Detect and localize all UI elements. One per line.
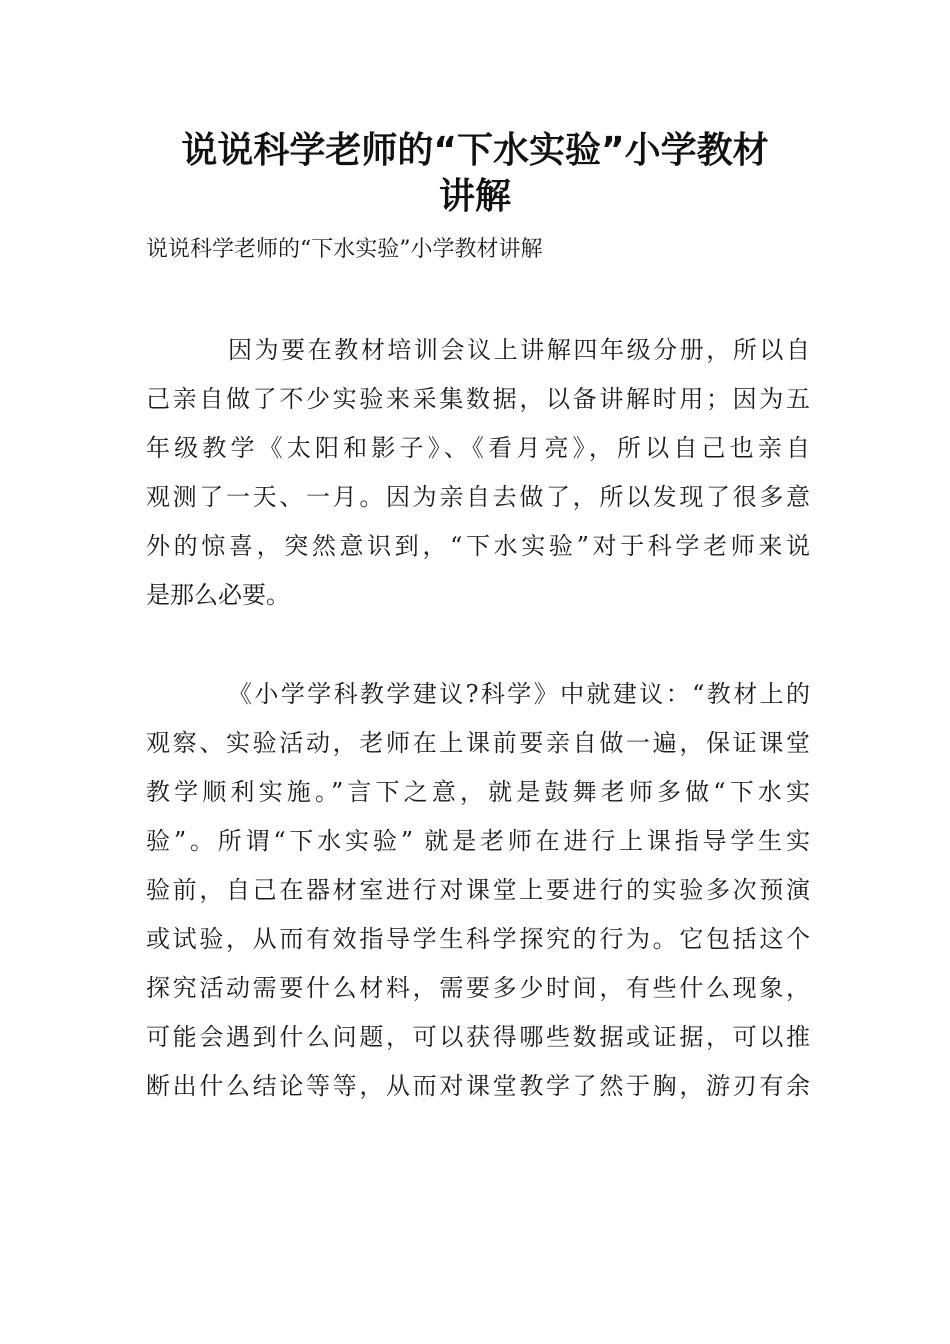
paragraph-line: 己亲自做了不少实验来采集数据，以备讲解时用；因为五 <box>146 385 810 413</box>
paragraph-1 <box>146 326 810 620</box>
document-title <box>120 128 830 220</box>
paragraph-line: 可能会遇到什么问题，可以获得哪些数据或证据，可以推 <box>146 1023 810 1051</box>
paragraph-line: 因为要在教材培训会议上讲解四年级分册，所以自 <box>228 336 810 364</box>
paragraph-line: 断出什么结论等等，从而对课堂教学了然于胸，游刃有余 <box>146 1072 810 1100</box>
paragraph-line: 是那么必要。 <box>146 581 290 609</box>
paragraph-line: 验前，自己在器材室进行对课堂上要进行的实验多次预演 <box>146 876 810 904</box>
paragraph-line: 观察、实验活动，老师在上课前要亲自做一遍，保证课堂 <box>146 729 810 757</box>
document-subtitle: 说说科学老师的“下水实验”小学教材讲解 <box>146 237 543 262</box>
paragraph-line: 观测了一天、一月。因为亲自去做了，所以发现了很多意 <box>146 483 810 511</box>
paragraph-line: 或试验，从而有效指导学生科学探究的行为。它包括这个 <box>146 925 810 953</box>
title-line-2: 讲解 <box>438 176 511 217</box>
title-line-1: 说说科学老师的“下水实验”小学教材 <box>181 130 769 171</box>
paragraph-line: 教学顺利实施。”言下之意，就是鼓舞老师多做“下水实 <box>146 778 810 806</box>
paragraph-line: 年级教学《太阳和影子》、《看月亮》，所以自己也亲自 <box>146 434 810 462</box>
paragraph-line: 外的惊喜，突然意识到，“下水实验”对于科学老师来说 <box>146 532 810 560</box>
paragraph-line: 验”。所谓“下水实验” 就是老师在进行上课指导学生实 <box>146 827 810 855</box>
paragraph-2 <box>146 670 810 1111</box>
paragraph-line: 《小学学科教学建议?科学》中就建议：“教材上的 <box>228 680 810 708</box>
paragraph-line: 探究活动需要什么材料，需要多少时间，有些什么现象， <box>146 974 810 1002</box>
